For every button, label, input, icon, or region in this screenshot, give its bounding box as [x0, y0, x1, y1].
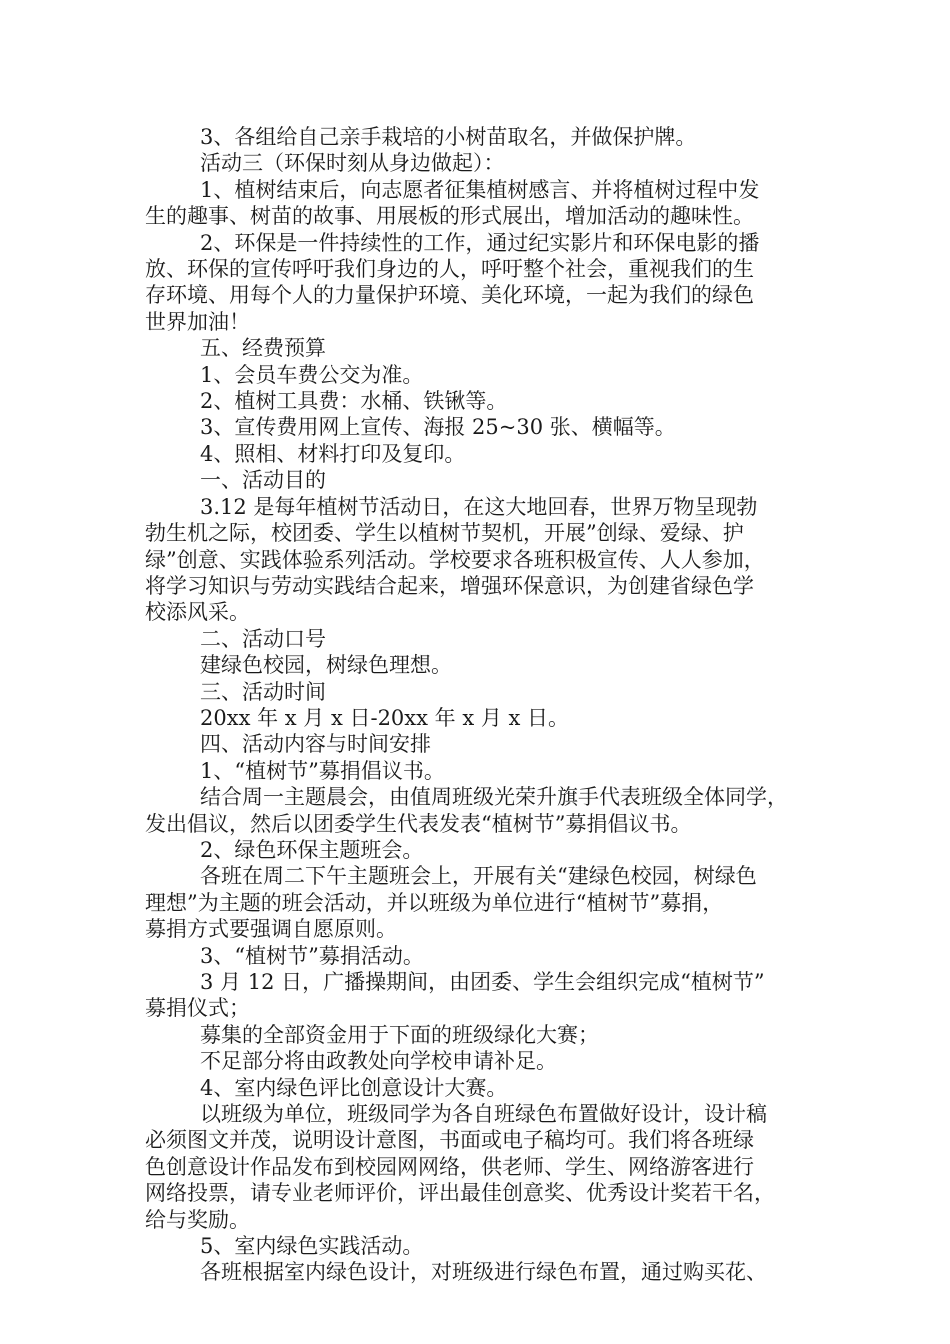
text-line: 1、植树结束后，向志愿者征集植树感言、并将植树过程中发 — [200, 177, 760, 202]
text-line: 发出倡议，然后以团委学生代表发表“植树节”募捐倡议书。 — [145, 811, 692, 836]
text-line: 生的趣事、树苗的故事、用展板的形式展出，增加活动的趣味性。 — [145, 204, 754, 229]
text-line: 3、各组给自己亲手栽培的小树苗取名，并做保护牌。 — [200, 125, 697, 149]
text-line: 2、绿色环保主题班会。 — [200, 837, 424, 862]
text-line: 理想”为主题的班会活动，并以班级为单位进行“植树节”募捐， — [145, 890, 724, 915]
text-line: 1、“植树节”募捐倡议书。 — [200, 758, 445, 783]
text-line: 放、环保的宣传呼吁我们身边的人，呼吁整个社会，重视我们的生 — [145, 257, 754, 282]
text-line: 三、活动时间 — [200, 679, 326, 704]
text-line: 网络投票，请专业老师评价，评出最佳创意奖、优秀设计奖若干名， — [145, 1181, 775, 1206]
text-line: 各班根据室内绿色设计，对班级进行绿色布置，通过购买花、 — [200, 1260, 767, 1285]
text-line: 募捐方式要强调自愿原则。 — [145, 917, 397, 942]
text-line: 校添风采。 — [145, 600, 250, 625]
text-line: 一、活动目的 — [200, 468, 326, 493]
text-line: 活动三（环保时刻从身边做起）： — [200, 151, 505, 176]
text-line: 绿”创意、实践体验系列活动。学校要求各班积极宣传、人人参加， — [145, 547, 765, 572]
text-line: 4、照相、材料打印及复印。 — [200, 441, 466, 466]
text-line: 结合周一主题晨会，由值周班级光荣升旗手代表班级全体同学， — [200, 785, 788, 810]
text-line: 必须图文并茂，说明设计意图，书面或电子稿均可。我们将各班绿 — [145, 1128, 754, 1153]
text-line: 色创意设计作品发布到校园网网络，供老师、学生、网络游客进行 — [145, 1154, 754, 1179]
text-line: 世界加油！ — [145, 309, 250, 334]
text-line: 3、宣传费用网上宣传、海报 25~30 张、横幅等。 — [200, 415, 676, 440]
text-line: 二、活动口号 — [200, 626, 326, 651]
text-line: 20xx 年 x 月 x 日-20xx 年 x 月 x 日。 — [200, 705, 570, 730]
text-line: 4、室内绿色评比创意设计大赛。 — [200, 1075, 508, 1100]
text-line: 各班在周二下午主题班会上，开展有关“建绿色校园，树绿色 — [200, 864, 757, 889]
text-line: 募集的全部资金用于下面的班级绿化大赛； — [200, 1022, 599, 1047]
text-line: 建绿色校园，树绿色理想。 — [200, 653, 452, 678]
text-line: 给与奖励。 — [145, 1207, 250, 1232]
text-line: 3.12 是每年植树节活动日，在这大地回春，世界万物呈现勃 — [200, 494, 758, 519]
text-line: 四、活动内容与时间安排 — [200, 732, 431, 757]
text-line: 勃生机之际，校团委、学生以植树节契机，开展”创绿、爱绿、护 — [145, 521, 744, 546]
text-line: 五、经费预算 — [200, 336, 326, 361]
text-line: 2、植树工具费：水桶、铁锹等。 — [200, 389, 508, 414]
text-line: 存环境、用每个人的力量保护环境、美化环境，一起为我们的绿色 — [145, 283, 754, 308]
document-body — [145, 124, 820, 1286]
text-line: 3、“植树节”募捐活动。 — [200, 943, 424, 968]
text-line: 3 月 12 日，广播操期间，由团委、学生会组织完成“植树节” — [200, 970, 765, 994]
text-line: 募捐仪式； — [145, 996, 250, 1021]
text-line: 2、环保是一件持续性的工作，通过纪实影片和环保电影的播 — [200, 230, 760, 255]
text-line: 不足部分将由政教处向学校申请补足。 — [200, 1049, 557, 1074]
text-line: 将学习知识与劳动实践结合起来，增强环保意识，为创建省绿色学 — [145, 573, 754, 598]
text-line: 5、室内绿色实践活动。 — [200, 1234, 424, 1259]
text-line: 1、会员车费公交为准。 — [200, 362, 424, 387]
text-line: 以班级为单位，班级同学为各自班绿色布置做好设计，设计稿 — [200, 1102, 767, 1127]
